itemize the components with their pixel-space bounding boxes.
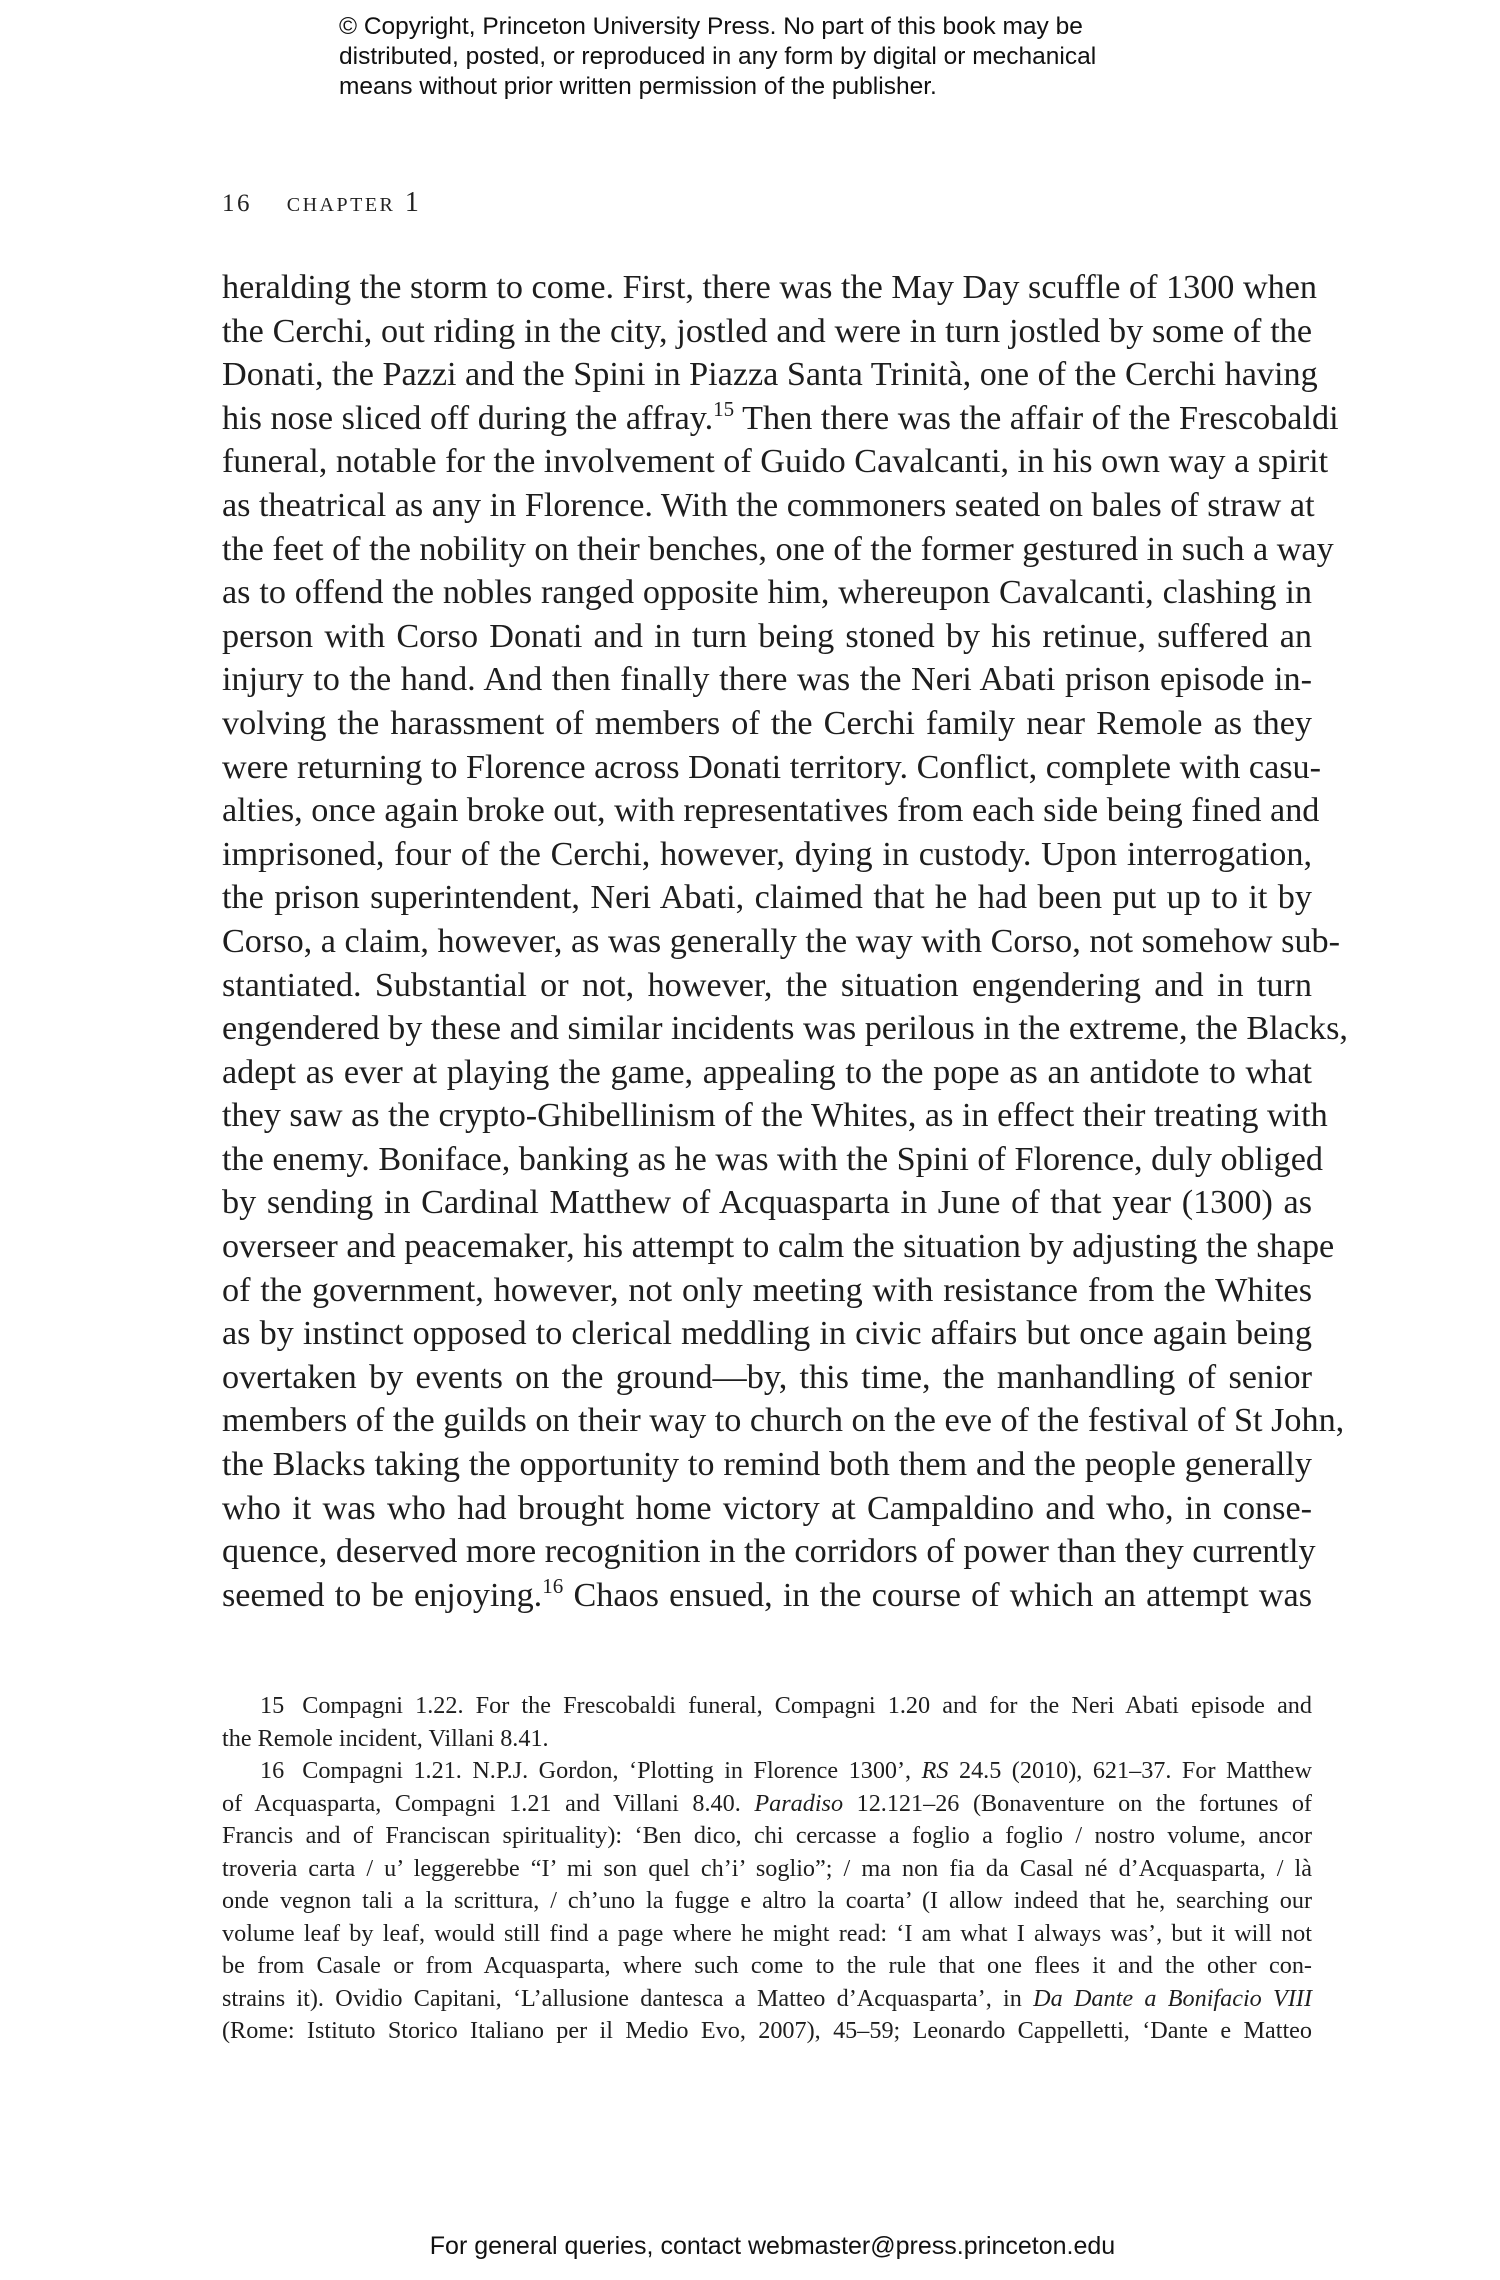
chapter-label: chapter 1 xyxy=(286,187,422,218)
footnote-15 xyxy=(222,1690,1312,1723)
body-line: members of the guilds on their way to church on the eve of the festival of St John, xyxy=(222,1402,1345,1440)
footnote-text: of Acquasparta, Compagni 1.21 and Villani 8.40. xyxy=(222,1789,755,1817)
body-text xyxy=(222,266,1348,1617)
footnote-number: 15 xyxy=(260,1692,285,1719)
body-line: imprisoned, four of the Cerchi, however, dying in custody. Upon interrogation, xyxy=(222,835,1312,873)
body-line: as to offend the nobles ranged opposite him, whereupon Cavalcanti, clashing in xyxy=(222,574,1312,612)
copyright-line: © Copyright, Princeton University Press. No part of this book may be xyxy=(339,13,1083,40)
copyright-notice xyxy=(339,12,1339,102)
footnote-line: (Rome: Istituto Storico Italiano per il Medio Evo, 2007), 45–59; Leonardo Cappelletti, ‘Dante e Matteo xyxy=(222,2017,1312,2044)
copyright-line: distributed, posted, or reproduced in any form by digital or mechanical xyxy=(339,43,1097,70)
body-line: stantiated. Substantial or not, however, the situation engendering and in turn xyxy=(222,966,1312,1004)
body-line: Donati, the Pazzi and the Spini in Piazza Santa Trinità, one of the Cerchi having xyxy=(222,356,1318,394)
body-line: Corso, a claim, however, as was generally the way with Corso, not somehow sub- xyxy=(222,922,1341,960)
copyright-line: means without prior written permission of the publisher. xyxy=(339,73,937,100)
body-line: funeral, notable for the involvement of Guido Cavalcanti, in his own way a spirit xyxy=(222,443,1329,481)
body-line-text: seemed to be enjoying. xyxy=(222,1576,543,1614)
footnote-text: 12.121–26 (Bonaventure on the fortunes of xyxy=(843,1789,1312,1817)
body-line: volving the harassment of members of the Cerchi family near Remole as they xyxy=(222,704,1312,742)
body-line: person with Corso Donati and in turn being stoned by his retinue, suffered an xyxy=(222,617,1312,655)
work-title: Paradiso xyxy=(754,1789,844,1817)
footnote-line: volume leaf by leaf, would still find a page where he might read: ‘I am what I always was’, but it will not xyxy=(222,1919,1312,1947)
body-line: the enemy. Boniface, banking as he was with the Spini of Florence, duly obliged xyxy=(222,1140,1324,1178)
footnote-line xyxy=(222,1788,1312,1821)
footnote-line: be from Casale or from Acquasparta, where such come to the rule that one flees it and the other con- xyxy=(222,1952,1312,1979)
body-line-text: his nose sliced off during the affray. xyxy=(222,399,714,437)
body-line: heralding the storm to come. First, there was the May Day scuffle of 1300 when xyxy=(222,269,1318,306)
footnote-line: Francis and of Franciscan spirituality): ‘Ben dico, chi cercasse a foglio a foglio / nostro volume, ancor xyxy=(222,1822,1312,1849)
page-number: 16 xyxy=(222,190,252,217)
footnote-ref-16[interactable]: 16 xyxy=(542,1573,564,1598)
body-line-text: Chaos ensued, in the course of which an attempt was xyxy=(563,1576,1312,1614)
footnotes xyxy=(222,1690,1312,2048)
body-line: as theatrical as any in Florence. With the commoners seated on bales of straw at xyxy=(222,486,1315,524)
body-line: overseer and peacemaker, his attempt to calm the situation by adjusting the shape xyxy=(222,1228,1335,1266)
footnote-number: 16 xyxy=(260,1757,285,1784)
body-line: as by instinct opposed to clerical meddling in civic affairs but once again being xyxy=(222,1315,1312,1353)
footer-contact: For general queries, contact webmaster@press.princeton.edu xyxy=(429,2232,1116,2260)
footnote-16 xyxy=(222,1755,1312,1788)
footnote-line: troveria carta / u’ leggerebbe “I’ mi son quel ch’i’ soglio”; / ma non fia da Casal né d’Acquasparta, / là xyxy=(222,1854,1312,1882)
body-line: quence, deserved more recognition in the corridors of power than they currently xyxy=(222,1533,1316,1571)
body-line: adept as ever at playing the game, appealing to the pope as an antidote to what xyxy=(222,1053,1312,1091)
footnote-line: onde vegnon tali a la scrittura, / ch’uno la fugge e altro la coarta’ (I allow indeed that he, searching our xyxy=(222,1887,1312,1914)
body-line: were returning to Florence across Donati territory. Conflict, complete with casu- xyxy=(222,748,1322,786)
footnote-text: 24.5 (2010), 621–37. For Matthew xyxy=(948,1757,1312,1784)
body-line: they saw as the crypto-Ghibellinism of the Whites, as in effect their treating with xyxy=(222,1097,1328,1135)
book-title: Da Dante a Bonifacio VIII xyxy=(1033,1984,1312,2012)
footnote-text: Compagni 1.22. For the Frescobaldi funeral, Compagni 1.20 and for the Neri Abati episode and xyxy=(302,1692,1312,1719)
body-line: by sending in Cardinal Matthew of Acquasparta in June of that year (1300) as xyxy=(222,1184,1312,1222)
body-line: alties, once again broke out, with representatives from each side being fined and xyxy=(222,792,1320,830)
body-line: injury to the hand. And then finally there was the Neri Abati prison episode in- xyxy=(222,661,1312,699)
body-line-text: Then there was the affair of the Frescobaldi xyxy=(734,399,1339,437)
body-line: the feet of the nobility on their benches, one of the former gestured in such a way xyxy=(222,530,1334,568)
body-line: who it was who had brought home victory at Campaldino and who, in conse- xyxy=(222,1489,1312,1527)
footnote-text: Compagni 1.21. N.P.J. Gordon, ‘Plotting in Florence 1300’, xyxy=(302,1757,922,1784)
footnote-ref-15[interactable]: 15 xyxy=(713,396,735,421)
footnote-text: strains it). Ovidio Capitani, ‘L’allusione dantesca a Matteo d’Acquasparta’, in xyxy=(222,1984,1034,2012)
journal-title: RS xyxy=(921,1757,949,1784)
body-line xyxy=(222,396,1339,441)
body-line: of the government, however, not only meeting with resistance from the Whites xyxy=(222,1271,1312,1309)
footnote-line xyxy=(222,1983,1312,2016)
body-line: engendered by these and similar incidents was perilous in the extreme, the Blacks, xyxy=(222,1010,1348,1048)
body-line xyxy=(222,1574,1312,1618)
body-line: the prison superintendent, Neri Abati, claimed that he had been put up to it by xyxy=(222,879,1312,917)
running-head xyxy=(222,187,421,219)
body-line: overtaken by events on the ground—by, this time, the manhandling of senior xyxy=(222,1358,1312,1396)
body-line: the Cerchi, out riding in the city, jostled and were in turn jostled by some of the xyxy=(222,312,1312,350)
body-line: the Blacks taking the opportunity to remind both them and the people generally xyxy=(222,1446,1312,1484)
footnote-line: the Remole incident, Villani 8.41. xyxy=(222,1724,549,1752)
